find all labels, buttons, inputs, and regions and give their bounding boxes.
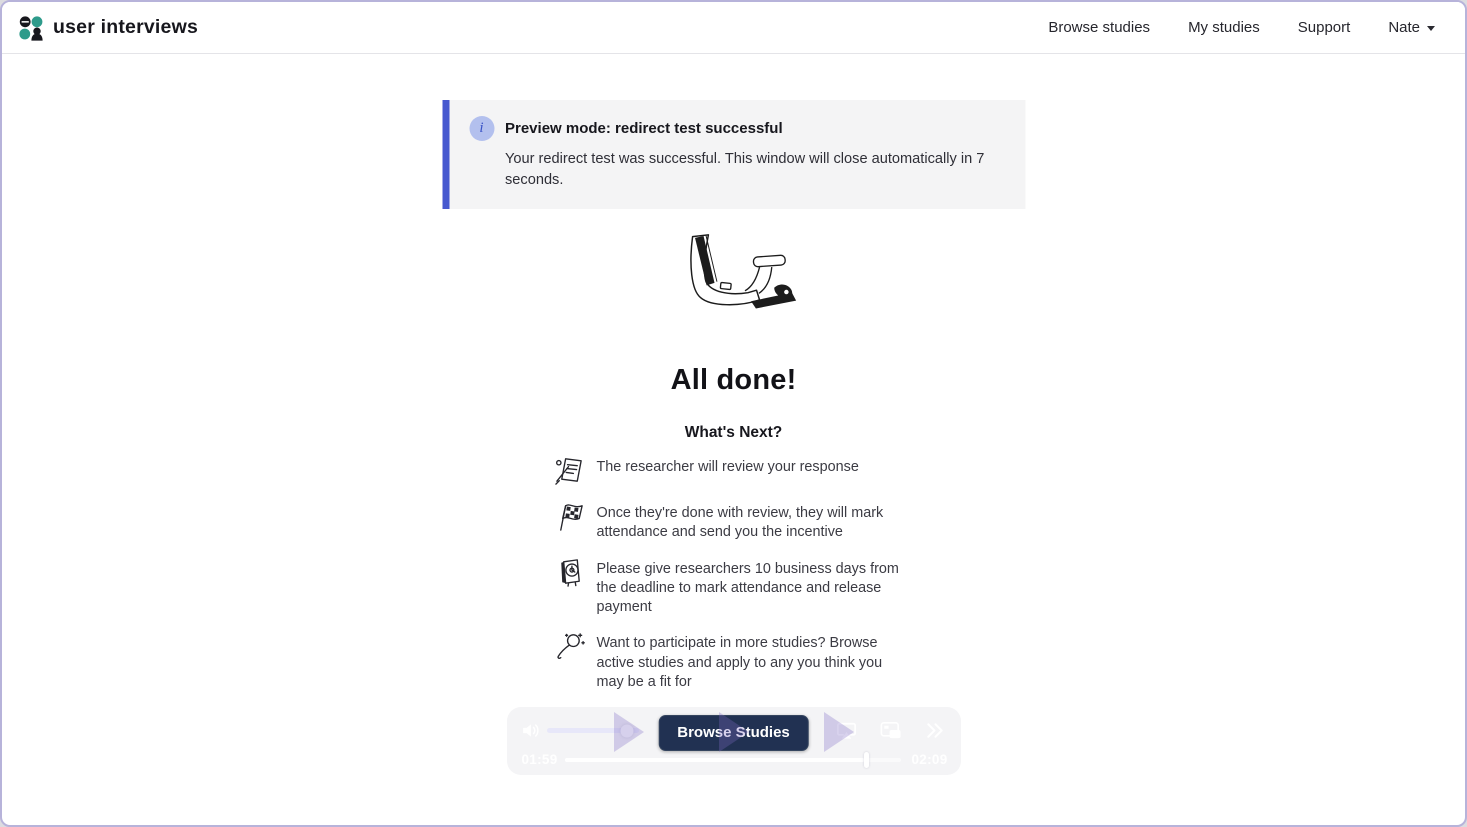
nav-links bbox=[1048, 19, 1435, 36]
brand-wordmark: user interviews bbox=[53, 16, 198, 38]
list-item bbox=[553, 504, 915, 543]
page-title: All done! bbox=[670, 364, 797, 396]
info-icon: i bbox=[469, 116, 494, 141]
browse-studies-button[interactable]: Browse Studies bbox=[658, 715, 809, 751]
list-item bbox=[553, 634, 915, 692]
nav-my-studies[interactable]: My studies bbox=[1188, 19, 1260, 36]
user-interviews-logo-icon bbox=[18, 15, 44, 41]
nav-support[interactable]: Support bbox=[1297, 19, 1351, 36]
next-steps-list bbox=[553, 458, 915, 692]
seek-bar-fill bbox=[565, 758, 864, 762]
list-item bbox=[553, 458, 915, 487]
search-sparkle-sketch-icon bbox=[553, 630, 586, 663]
nav-browse-studies[interactable]: Browse studies bbox=[1048, 19, 1151, 36]
racing-seat-illustration bbox=[667, 218, 801, 332]
playhead-handle[interactable] bbox=[864, 752, 869, 768]
checkered-flag-sketch-icon bbox=[553, 500, 586, 533]
preview-mode-banner bbox=[442, 100, 1025, 209]
nav-user-name: Nate bbox=[1388, 19, 1420, 36]
document-review-sketch-icon bbox=[553, 454, 586, 487]
chevron-down-icon bbox=[1427, 26, 1435, 31]
list-item-text: Want to participate in more studies? Browse active studies and apply to any you think you may be a fit for bbox=[596, 635, 883, 691]
banner-body: Your redirect test was successful. This window will close automatically in 7 seconds. bbox=[505, 151, 985, 188]
nav-user-menu[interactable] bbox=[1388, 19, 1435, 36]
elapsed-time: 01:59 bbox=[521, 752, 558, 767]
list-item bbox=[553, 560, 915, 618]
top-navbar bbox=[2, 2, 1465, 54]
list-item-text: The researcher will review your response bbox=[596, 459, 859, 475]
player-right-controls bbox=[835, 719, 946, 742]
brand-logo[interactable] bbox=[18, 15, 198, 41]
seek-bar[interactable] bbox=[565, 758, 901, 762]
banner-title: Preview mode: redirect test successful bbox=[505, 120, 783, 137]
airplay-icon[interactable] bbox=[835, 719, 858, 742]
volume-icon bbox=[520, 720, 541, 741]
list-item-text: Once they're done with review, they will mark attendance and send you the incentive bbox=[596, 505, 884, 541]
whats-next-heading: What's Next? bbox=[684, 424, 783, 441]
clock-sketch-icon bbox=[553, 556, 586, 589]
volume-slider-knob[interactable] bbox=[621, 724, 634, 737]
picture-in-picture-icon[interactable] bbox=[879, 719, 902, 742]
list-item-text: Please give researchers 10 business days from the deadline to mark attendance and release payment bbox=[596, 560, 899, 616]
volume-control[interactable] bbox=[520, 720, 639, 741]
volume-slider[interactable] bbox=[547, 728, 639, 733]
skip-forward-icon[interactable] bbox=[923, 719, 946, 742]
total-duration: 02:09 bbox=[911, 752, 948, 767]
